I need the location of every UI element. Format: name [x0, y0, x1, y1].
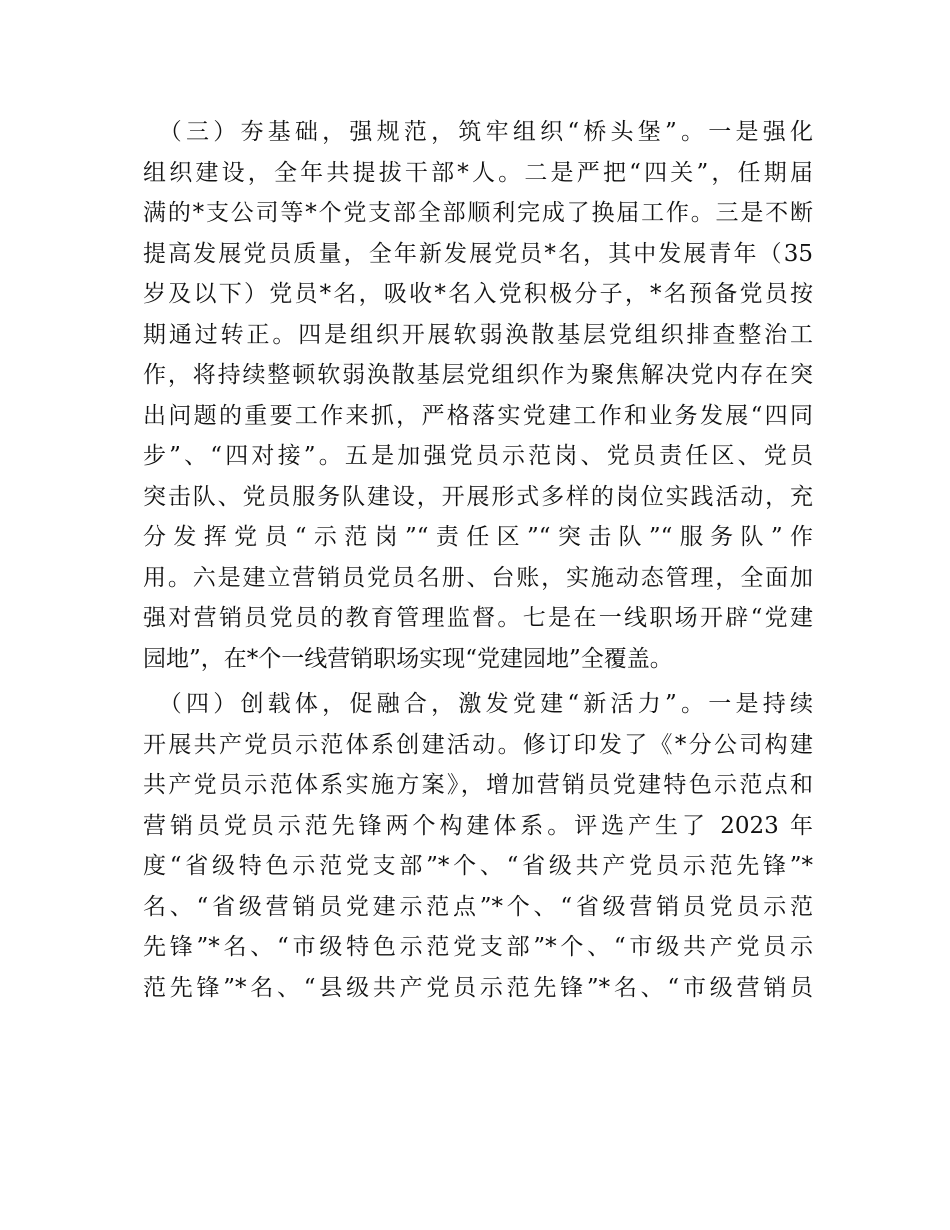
- text-line: 步”、“四对接”。五是加强党员示范岗、党员责任区、党员: [143, 443, 813, 469]
- text-line: （四）创载体，促融合，激发党建“新活力”。一是持续: [143, 691, 813, 717]
- text-line: 作，将持续整顿软弱涣散基层党组织作为聚焦解决党内存在突: [143, 362, 813, 388]
- text-line: 共产党员示范体系实施方案》，增加营销员党建特色示范点和: [143, 772, 813, 798]
- text-line: 范先锋”*名、“县级共产党员示范先锋”*名、“市级营销员: [143, 974, 813, 1001]
- text-line: 满的*支公司等*个党支部全部顺利完成了换届工作。三是不断: [143, 200, 813, 226]
- text-line: 用。六是建立营销员党员名册、台账，实施动态管理，全面加: [143, 564, 813, 591]
- text-line: 度“省级特色示范党支部”*个、“省级共产党员示范先锋”*: [143, 853, 813, 879]
- text-line: （三）夯基础，强规范，筑牢组织“桥头堡”。一是强化: [143, 119, 813, 145]
- text-line: 出问题的重要工作来抓，严格落实党建工作和业务发展“四同: [143, 402, 813, 429]
- text-line: 营销员党员示范先锋两个构建体系。评选产生了 2023 年: [143, 812, 813, 839]
- text-line: 先锋”*名、“市级特色示范党支部”*个、“市级共产党员示: [143, 934, 813, 960]
- text-line: 园地”，在*个一线营销职场实现“党建园地”全覆盖。: [143, 645, 673, 672]
- text-line: 组织建设，全年共提拔干部*人。二是严把“四关”，任期届: [143, 159, 813, 186]
- paragraph-section-three: [143, 112, 813, 679]
- text-line: 期通过转正。四是组织开展软弱涣散基层党组织排查整治工: [143, 321, 813, 348]
- text-line: 突击队、党员服务队建设，开展形式多样的岗位实践活动，充: [143, 483, 813, 510]
- text-line: 分发挥党员“示范岗”“责任区”“突击队”“服务队”作: [143, 524, 813, 550]
- text-line: 名、“省级营销员党建示范点”*个、“省级营销员党员示范: [143, 893, 813, 920]
- text-line: 强对营销员党员的教育管理监督。七是在一线职场开辟“党建: [143, 605, 813, 631]
- paragraph-section-four: [143, 684, 813, 1008]
- text-line: 开展共产党员示范体系创建活动。修订印发了《*分公司构建: [143, 731, 813, 758]
- text-line: 提高发展党员质量，全年新发展党员*名，其中发展青年（35: [143, 240, 813, 267]
- text-line: 岁及以下）党员*名，吸收*名入党积极分子，*名预备党员按: [143, 281, 813, 307]
- document-body: [143, 112, 813, 1008]
